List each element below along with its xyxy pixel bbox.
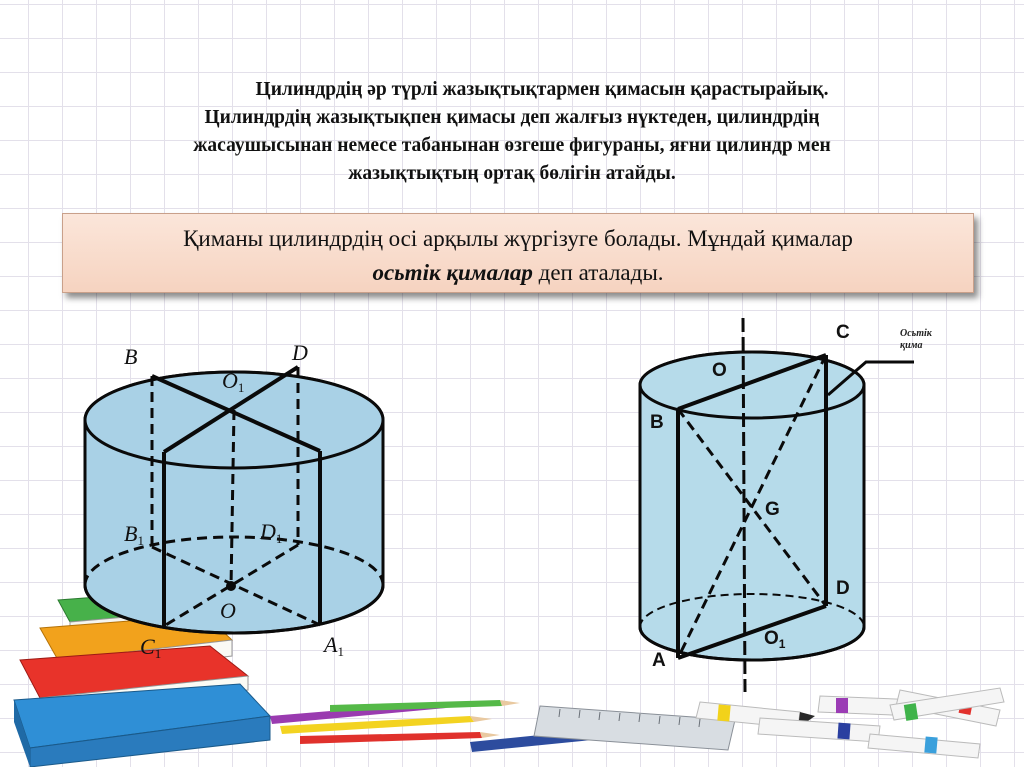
label-O: O	[220, 598, 236, 623]
center-point-O	[226, 581, 236, 591]
stationery-illustration	[270, 688, 1004, 758]
label-B1: $B_1$	[124, 521, 144, 548]
callout-text-c: деп аталады.	[532, 260, 664, 285]
label-O1-bottom: $O_1$	[764, 628, 786, 651]
label-D-right: D	[836, 578, 850, 599]
callout-text-a: Қиманы цилиндрдің осі арқылы жүргізуге болады. Мұндай қималар	[183, 226, 853, 251]
left-cylinder	[85, 367, 383, 633]
label-B-right: B	[650, 412, 664, 433]
label-O1: $O_1$	[222, 368, 245, 395]
intro-line-4: жазықтықтың ортақ бөлігін атайды.	[348, 163, 676, 184]
label-C1: $C_1$	[140, 634, 162, 661]
callout-word-2: қима	[900, 340, 923, 351]
intro-line-2: Цилиндрдің жазықтықпен қимасы деп жалғыз нүктеден, цилиндрдің	[204, 107, 820, 128]
label-C: C	[836, 322, 850, 343]
intro-line-1: Цилиндрдің әр түрлі жазықтықтармен қимасын қарастырайық.	[255, 79, 829, 100]
right-cylinder-top	[640, 352, 864, 418]
callout-word-1: Осьтік	[900, 328, 932, 339]
label-A: A	[652, 650, 666, 671]
label-A1: $A_1$	[324, 632, 344, 659]
axial-section-callout	[900, 328, 932, 352]
label-O-top: O	[712, 360, 727, 381]
label-D1: $D_1$	[260, 519, 283, 546]
intro-line-3: жасаушысынан немесе табанынан өзгеше фигураны, яғни цилиндр мен	[193, 135, 831, 156]
label-G: G	[765, 499, 780, 520]
callout-term: осьтік қималар	[372, 260, 533, 285]
label-D: D	[292, 340, 308, 365]
label-B: B	[124, 344, 138, 369]
